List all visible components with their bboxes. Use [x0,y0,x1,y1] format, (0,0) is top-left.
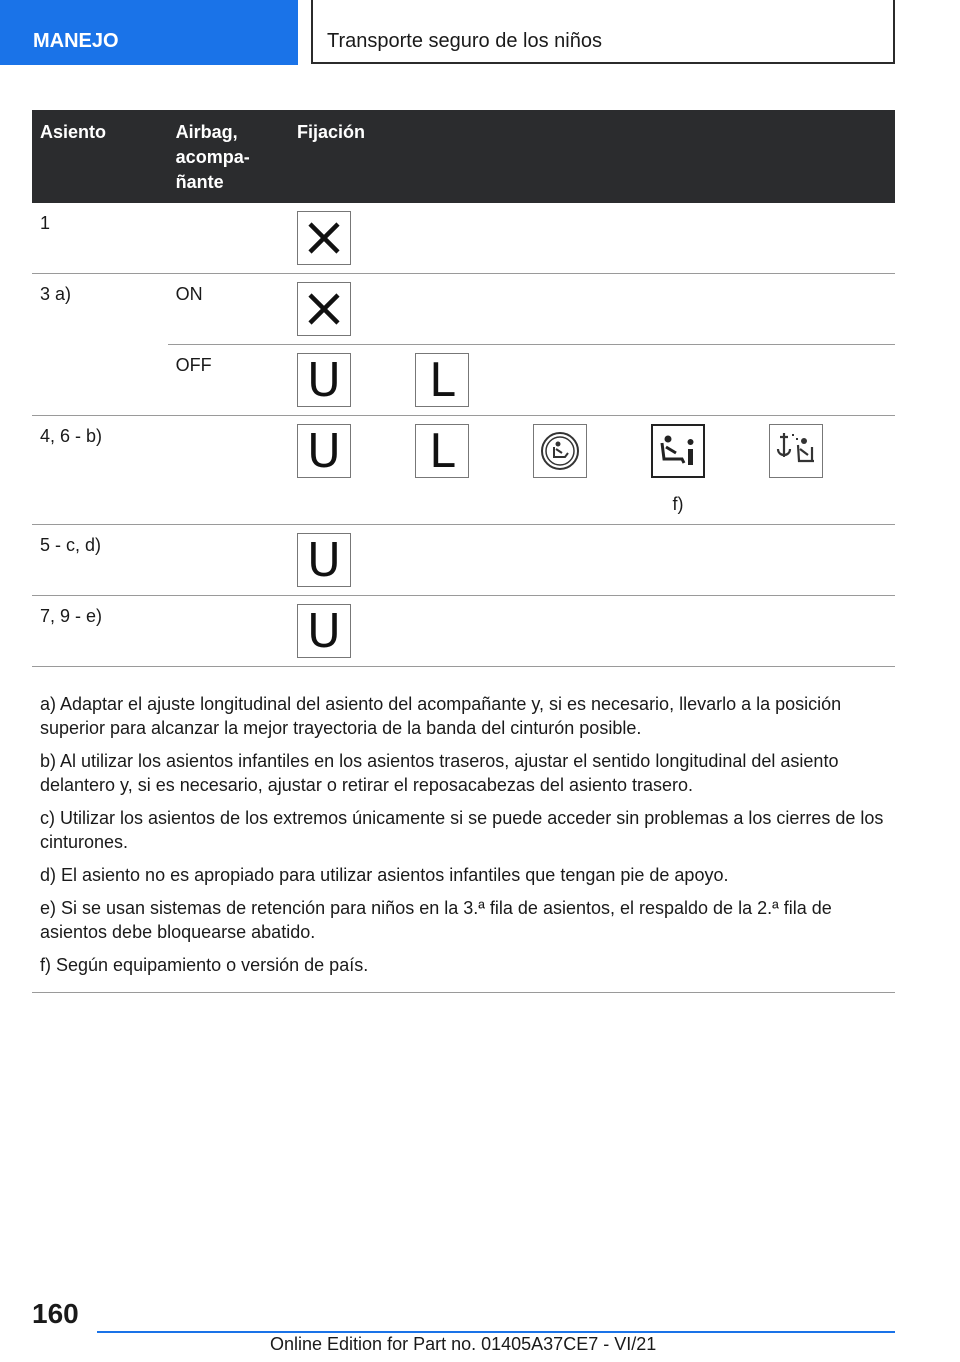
not-allowed-icon [297,282,351,336]
universal-u-icon: U [297,353,351,407]
table-row [32,203,895,274]
fixation-cell [289,596,895,667]
page-title: Transporte seguro de los niños [311,0,895,64]
airbag-cell [168,416,289,525]
airbag-cell: ON [168,274,289,345]
footnote-f: f) Según equipamiento o versión de país. [40,955,369,975]
column-header-seat: Asiento [32,110,168,203]
i-size-seat-icon [533,424,587,478]
universal-u-icon: U [297,424,351,478]
semi-universal-l-icon: L [415,424,469,478]
table-row [32,274,895,345]
page-number: 160 [32,1298,79,1329]
top-tether-icon [769,424,823,478]
column-header-fixation: Fijación [289,110,895,203]
footnotes [32,684,895,993]
seat-cell: 7, 9 - e) [32,596,168,667]
table-row [32,416,895,525]
fixation-cell [289,274,895,345]
footnote-marker: f) [672,494,684,514]
seat-cell: 5 - c, d) [32,525,168,596]
airbag-cell: OFF [168,345,289,416]
seat-cell: 4, 6 - b) [32,416,168,525]
universal-u-icon: U [297,604,351,658]
seat-cell: 3 a) [32,274,168,416]
footer-divider [97,1331,895,1333]
airbag-cell [168,525,289,596]
table-row [32,596,895,667]
child-seat-fixation-table [32,110,895,667]
fixation-cell [289,416,895,525]
airbag-cell [168,203,289,274]
footer-edition: Online Edition for Part no. 01405A37CE7 - VI/21 [270,1334,657,1354]
airbag-cell [168,596,289,667]
footnote-b: b) Al utilizar los asientos infantiles en los asientos traseros, ajustar el sentido longitudinal del asiento delantero y, si es necesario, ajustar o retirar el reposacabezas del asiento trasero. [40,751,839,795]
footnote-c: c) Utilizar los asientos de los extremos únicamente si se puede acceder sin problemas a los cierres de los cinturones. [40,808,884,852]
semi-universal-l-icon: L [415,353,469,407]
footnote-d: d) El asiento no es apropiado para utilizar asientos infantiles que tengan pie de apoyo. [40,865,729,885]
universal-u-icon: U [297,533,351,587]
footnote-a: a) Adaptar el ajuste longitudinal del asiento del acompañante y, si es necesario, llevarlo a la posición superior para alcanzar la mejor trayectoria de la banda del cinturón posible. [40,694,842,738]
seat-cell: 1 [32,203,168,274]
isofix-seat-icon [651,424,705,478]
not-allowed-icon [297,211,351,265]
footnote-e: e) Si se usan sistemas de retención para niños en la 3.ª fila de asientos, el respaldo de la 2.ª fila de asientos debe bloquearse abatido. [40,898,832,942]
fixation-cell [289,203,895,274]
table-row [32,525,895,596]
column-header-airbag: Airbag, acompa- ñante [168,110,289,203]
table-header-row [32,110,895,203]
section-tab: MANEJO [0,0,298,65]
fixation-cell [289,345,895,416]
fixation-cell [289,525,895,596]
